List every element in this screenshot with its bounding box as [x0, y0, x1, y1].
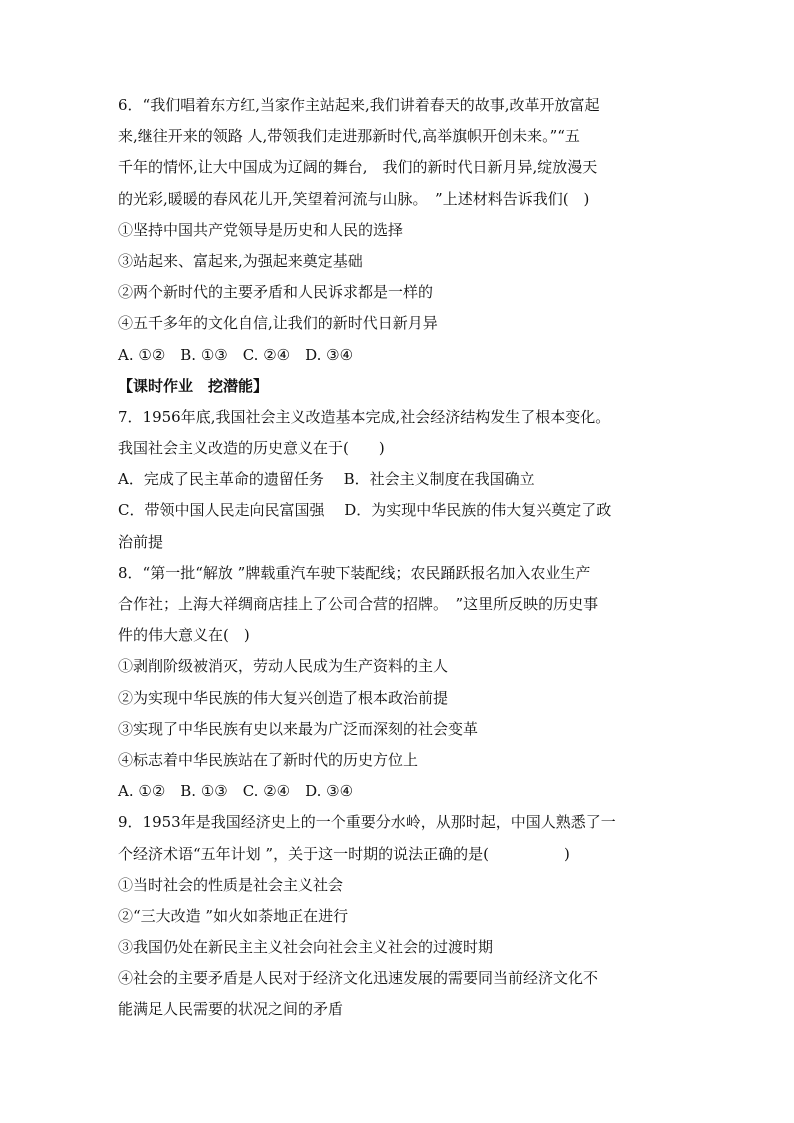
question-7-choices-line: C．带领中国人民走向民富国强 D．为实现中华民族的伟大复兴奠定了政: [118, 501, 612, 520]
question-6-option: ②两个新时代的主要矛盾和人民诉求都是一样的: [118, 283, 434, 302]
document-page: [118, 90, 678, 1026]
question-7-stem-line: 我国社会主义改造的历史意义在于( ): [118, 439, 385, 458]
question-7-choices-line: 治前提: [118, 532, 164, 551]
question-7-choices-line: A．完成了民主革命的遗留任务 B．社会主义制度在我国确立: [118, 470, 535, 489]
question-8-stem-line: 合作社；上海大祥绸商店挂上了公司合营的招牌。 ”这里所反映的历史事: [118, 595, 599, 613]
question-9-option: ①当时社会的性质是社会主义社会: [118, 875, 344, 894]
question-9-option: ④社会的主要矛盾是人民对于经济文化迅速发展的需要同当前经济文化不: [118, 969, 599, 988]
question-7-stem-line: 7．1956年底,我国社会主义改造基本完成,社会经济结构发生了根本变化。: [118, 407, 611, 426]
question-6-choices: A. ①② B. ①③ C. ②④ D. ③④: [118, 345, 354, 364]
question-8-stem-line: 件的伟大意义在( ): [118, 626, 250, 645]
question-6-stem-line: 的光彩,暖暖的春风花儿开,笑望着河流与山脉。 ”上述材料告诉我们( ): [118, 189, 590, 208]
question-9-option: 能满足人民需要的状况之间的矛盾: [118, 1000, 344, 1019]
question-9-option: ②“三大改造 ”如火如荼地正在进行: [118, 906, 349, 925]
question-8-option: ①剥削阶级被消灭，劳动人民成为生产资料的主人: [118, 657, 449, 676]
question-8-option: ②为实现中华民族的伟大复兴创造了根本政治前提: [118, 688, 449, 707]
question-7: [118, 402, 678, 558]
question-6-stem-line: 千年的情怀,让大中国成为辽阔的舞台, 我们的新时代日新月异,绽放漫天: [118, 158, 598, 177]
question-8-choices: A. ①② B. ①③ C. ②④ D. ③④: [118, 782, 354, 801]
question-6-option: ①坚持中国共产党领导是历史和人民的选择: [118, 220, 404, 239]
question-6: [118, 90, 678, 371]
question-8: [118, 558, 678, 808]
question-6-stem-line: 来,继往开来的领路 人,带领我们走进那新时代,高举旗帜开创未来。”“五: [118, 127, 580, 146]
question-9: [118, 807, 678, 1025]
question-6-option: ③站起来、富起来,为强起来奠定基础: [118, 251, 363, 270]
question-9-stem-line: 个经济术语“五年计划 ”，关于这一时期的说法正确的是( ): [118, 844, 570, 863]
question-8-option: ④标志着中华民族站在了新时代的历史方位上: [118, 750, 419, 769]
question-8-option: ③实现了中华民族有史以来最为广泛而深刻的社会变革: [118, 719, 479, 738]
question-9-option: ③我国仍处在新民主主义社会向社会主义社会的过渡时期: [118, 938, 494, 957]
section-title: 【课时作业 挖潜能】: [118, 376, 269, 395]
question-9-stem-line: 9．1953年是我国经济史上的一个重要分水岭，从那时起，中国人熟悉了一: [118, 813, 616, 832]
question-8-stem-line: 8．“第一批“解放 ”牌载重汽车驶下装配线；农民踊跃报名加入农业生产: [118, 563, 591, 582]
question-6-stem-line: 6．“我们唱着东方红,当家作主站起来,我们讲着春天的故事,改革开放富起: [118, 96, 600, 114]
question-6-option: ④五千多年的文化自信,让我们的新时代日新月异: [118, 314, 438, 333]
